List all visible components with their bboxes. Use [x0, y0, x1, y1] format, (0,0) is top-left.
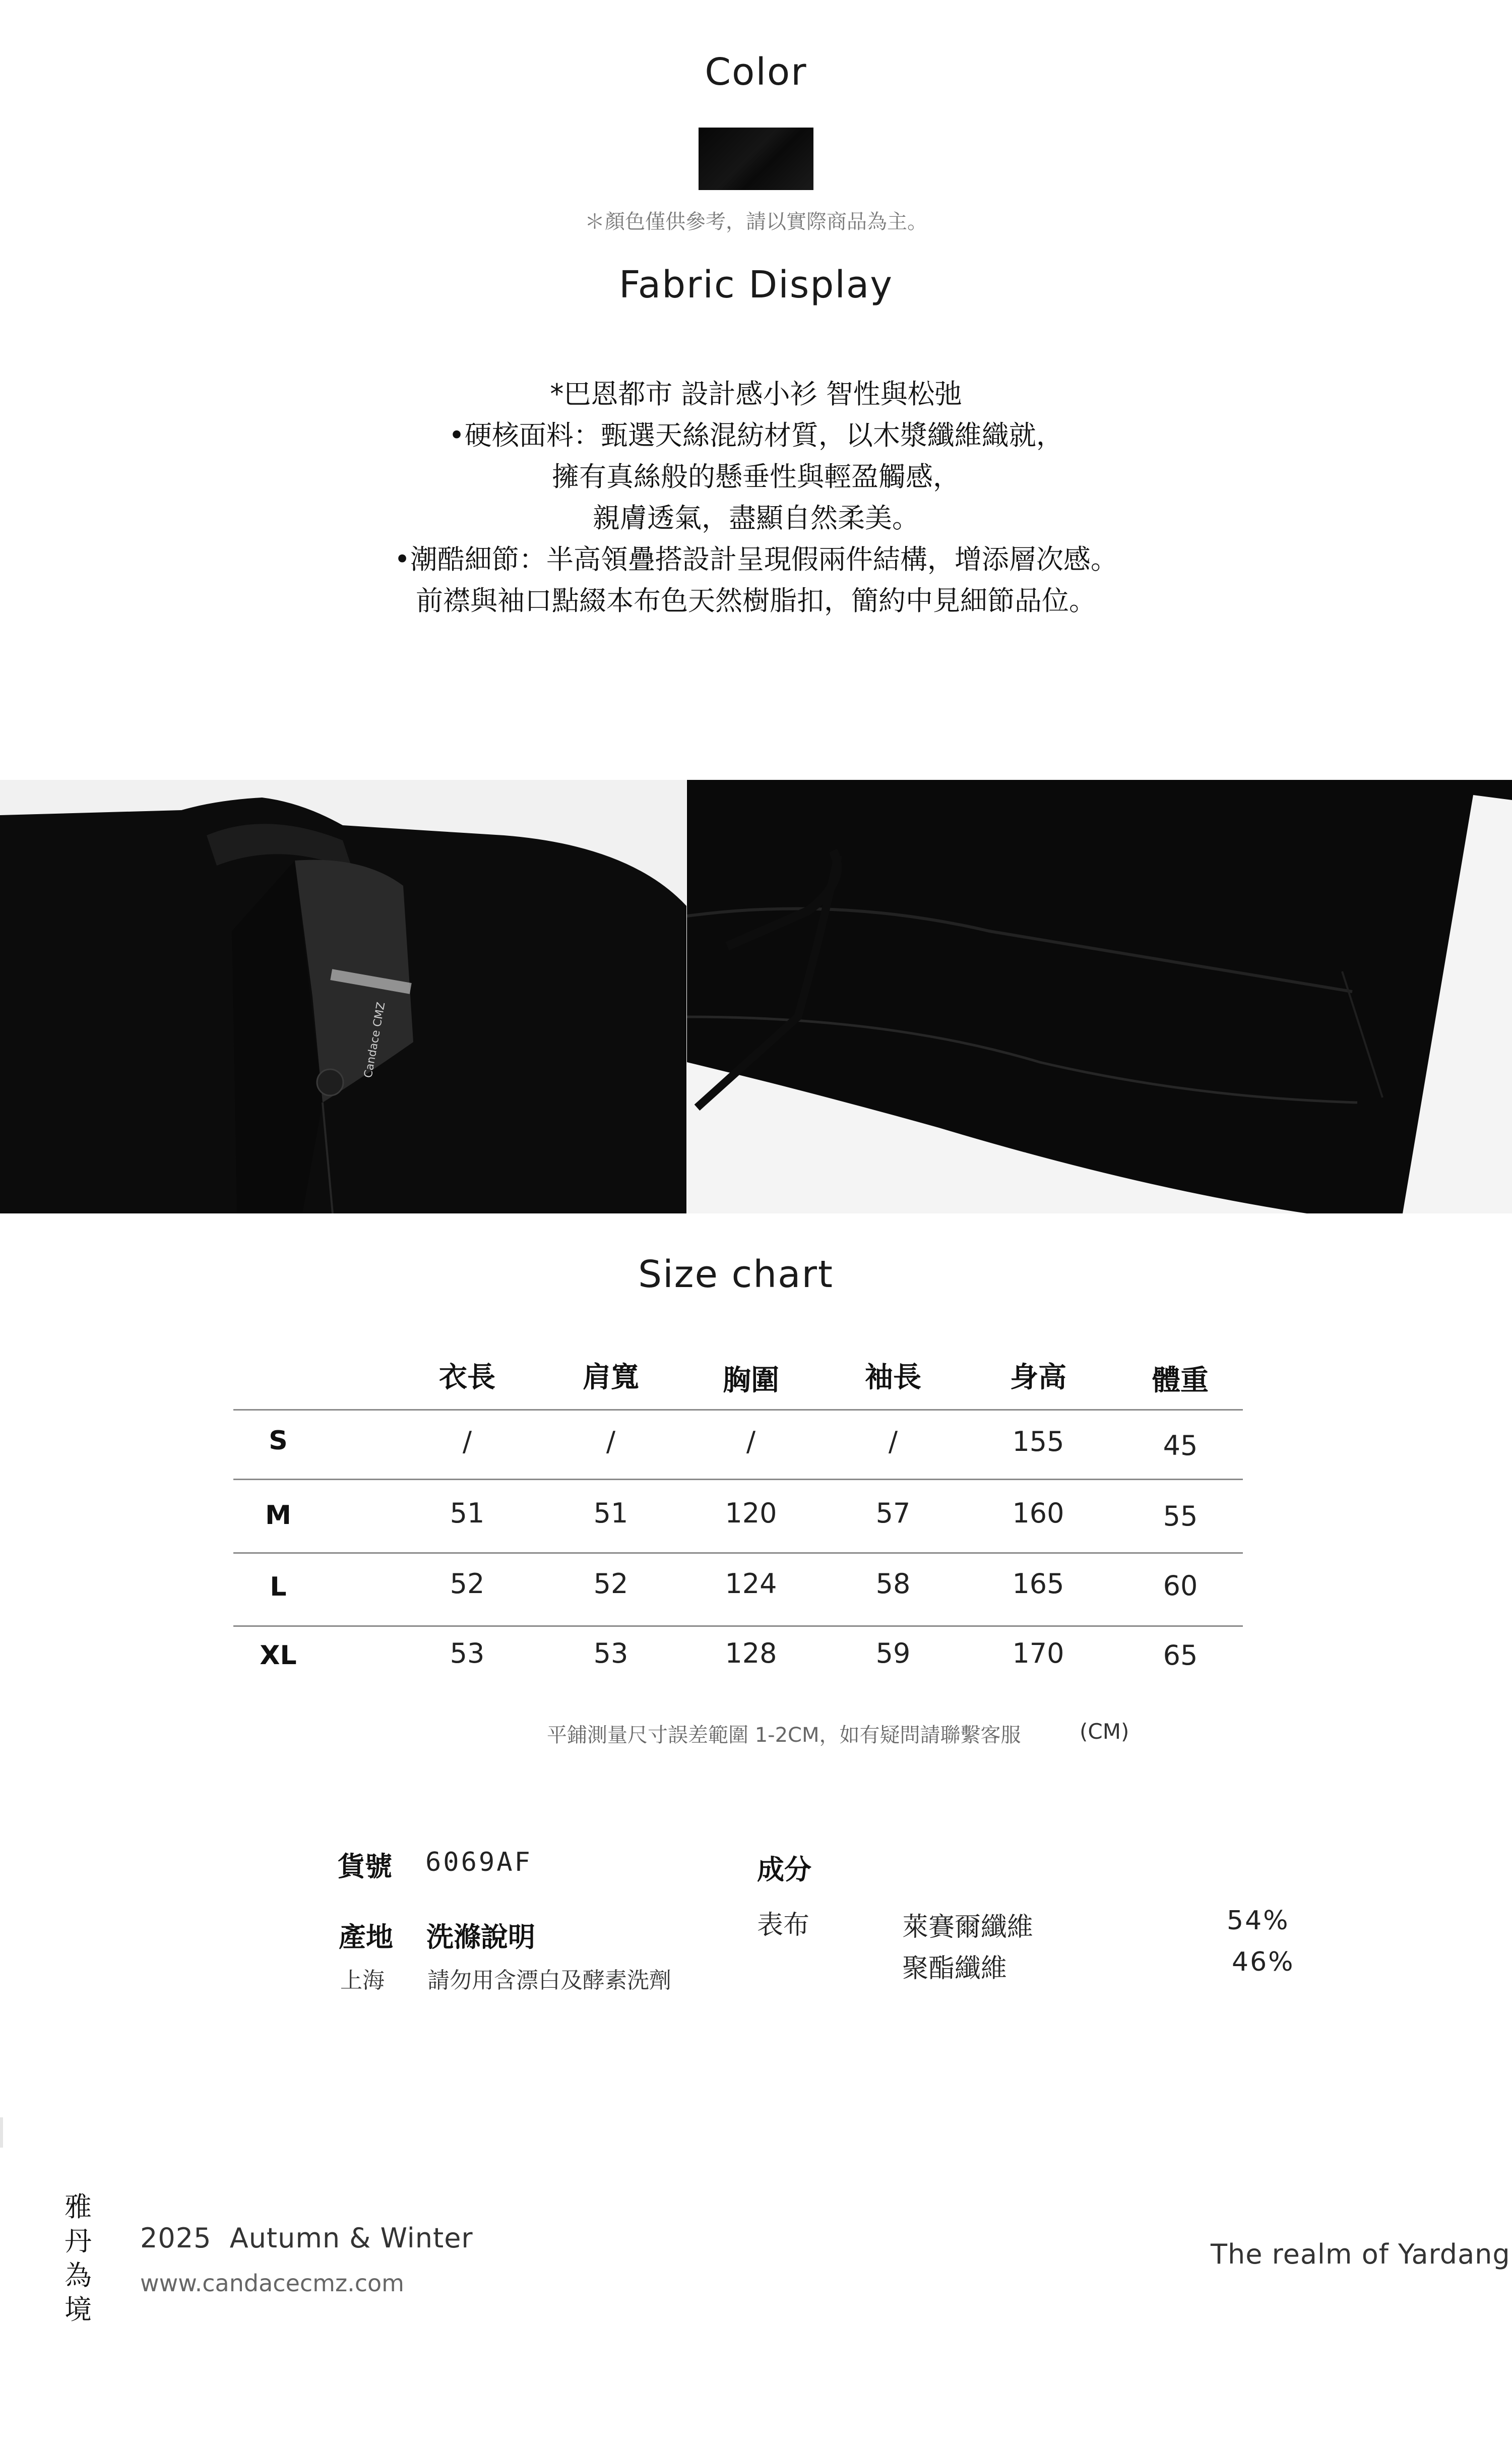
wash-label: 洗滌說明 [426, 1921, 535, 1953]
fabric-part: 表布 [757, 1910, 810, 1940]
table-cell: 160 [1012, 1497, 1064, 1529]
website-link[interactable]: www.candacecmz.com [140, 2270, 404, 2297]
edge-mark [0, 2117, 3, 2148]
table-rule [233, 1552, 1243, 1554]
table-cell: 124 [725, 1568, 777, 1600]
table-cell: 128 [725, 1637, 777, 1669]
tagline: The realm of Yardang [1211, 2238, 1510, 2270]
fabric-description [0, 374, 1512, 622]
fabric-title: Fabric Display [618, 263, 894, 307]
table-cell: 52 [450, 1568, 485, 1600]
size-label: S [269, 1426, 288, 1456]
fabric-line: •硬核面料：甄選天絲混紡材質，以木漿纖維織就， [449, 419, 1063, 451]
col-header: 肩寬 [583, 1361, 639, 1394]
brand-vertical [60, 2190, 96, 2327]
table-cell: 51 [450, 1497, 485, 1529]
table-cell: 51 [593, 1497, 628, 1529]
size-label: XL [260, 1640, 297, 1671]
table-cell: 52 [593, 1568, 628, 1600]
season-text: 2025 Autumn & Winter [140, 2222, 473, 2254]
size-unit: (CM) [1080, 1719, 1129, 1744]
size-chart-title: Size chart [638, 1253, 834, 1296]
size-label: L [270, 1572, 287, 1602]
size-label: M [265, 1500, 291, 1531]
fabric-line: *巴恩都市 設計感小衫 智性與松弛 [550, 378, 962, 410]
table-cell: 60 [1163, 1570, 1198, 1602]
color-swatch-black[interactable] [699, 128, 813, 190]
table-cell: 55 [1163, 1500, 1198, 1532]
item-no-label: 貨號 [338, 1851, 392, 1882]
table-cell: / [606, 1426, 616, 1457]
table-rule [233, 1479, 1243, 1480]
fabric-line: 前襟與袖口點綴本布色天然樹脂扣，簡約中見細節品位。 [416, 585, 1096, 617]
table-cell: 58 [875, 1568, 911, 1600]
table-cell: 65 [1163, 1639, 1198, 1671]
col-header: 身高 [1010, 1361, 1066, 1394]
table-row [0, 1568, 1512, 1608]
table-cell: / [462, 1426, 472, 1457]
fabric-line: 擁有真絲般的懸垂性與輕盈觸感， [552, 461, 960, 493]
wash-value: 請勿用含漂白及酵素洗劑 [427, 1968, 671, 1993]
material-name: 萊賽爾纖維 [902, 1912, 1034, 1942]
table-cell: 165 [1012, 1568, 1064, 1600]
col-header: 衣長 [439, 1361, 495, 1394]
origin-value: 上海 [340, 1968, 385, 1993]
color-title: Color [705, 50, 807, 94]
brand-char: 境 [65, 2294, 92, 2326]
item-no-value: 6069AF [425, 1847, 532, 1877]
table-cell: 59 [875, 1637, 911, 1669]
table-cell: / [888, 1426, 898, 1457]
brand-char: 丹 [65, 2225, 92, 2257]
table-rule [233, 1625, 1243, 1627]
fabric-line: •潮酷細節：半高領疊搭設計呈現假兩件結構，增添層次感。 [394, 543, 1118, 575]
hem-detail-photo [687, 780, 1512, 1213]
color-note: ＊顏色僅供參考，請以實際商品為主。 [585, 210, 927, 233]
table-cell: 53 [450, 1637, 485, 1669]
brand-char: 雅 [65, 2191, 92, 2223]
col-header: 體重 [1152, 1364, 1209, 1397]
table-cell: 120 [725, 1497, 777, 1529]
collar-detail-photo [0, 780, 686, 1213]
size-table-header [0, 1355, 1512, 1395]
table-row [0, 1637, 1512, 1678]
garment-label-text: Candace CMZ [362, 1001, 388, 1079]
fabric-line: 親膚透氣，盡顯自然柔美。 [593, 502, 919, 534]
size-note: 平鋪測量尺寸誤差範圍 1-2CM，如有疑問請聯繫客服 [547, 1724, 1021, 1747]
table-row [0, 1426, 1512, 1466]
col-header: 袖長 [865, 1361, 921, 1394]
material-name: 聚酯纖維 [902, 1954, 1007, 1984]
collar-photo-graphic [0, 780, 686, 1213]
table-cell: 45 [1163, 1430, 1198, 1461]
table-cell: 57 [875, 1497, 911, 1529]
table-cell: 53 [593, 1637, 628, 1669]
brand-char: 為 [65, 2260, 92, 2291]
table-cell: 155 [1012, 1426, 1064, 1457]
material-percent: 46% [1232, 1947, 1295, 1977]
origin-label: 產地 [339, 1921, 393, 1953]
table-cell: 170 [1012, 1637, 1064, 1669]
material-percent: 54% [1227, 1906, 1290, 1936]
table-rule [233, 1409, 1243, 1411]
hem-photo-graphic [687, 780, 1512, 1213]
composition-label: 成分 [757, 1854, 811, 1885]
table-row [0, 1497, 1512, 1538]
table-cell: / [746, 1426, 756, 1457]
col-header: 胸圍 [723, 1364, 779, 1397]
